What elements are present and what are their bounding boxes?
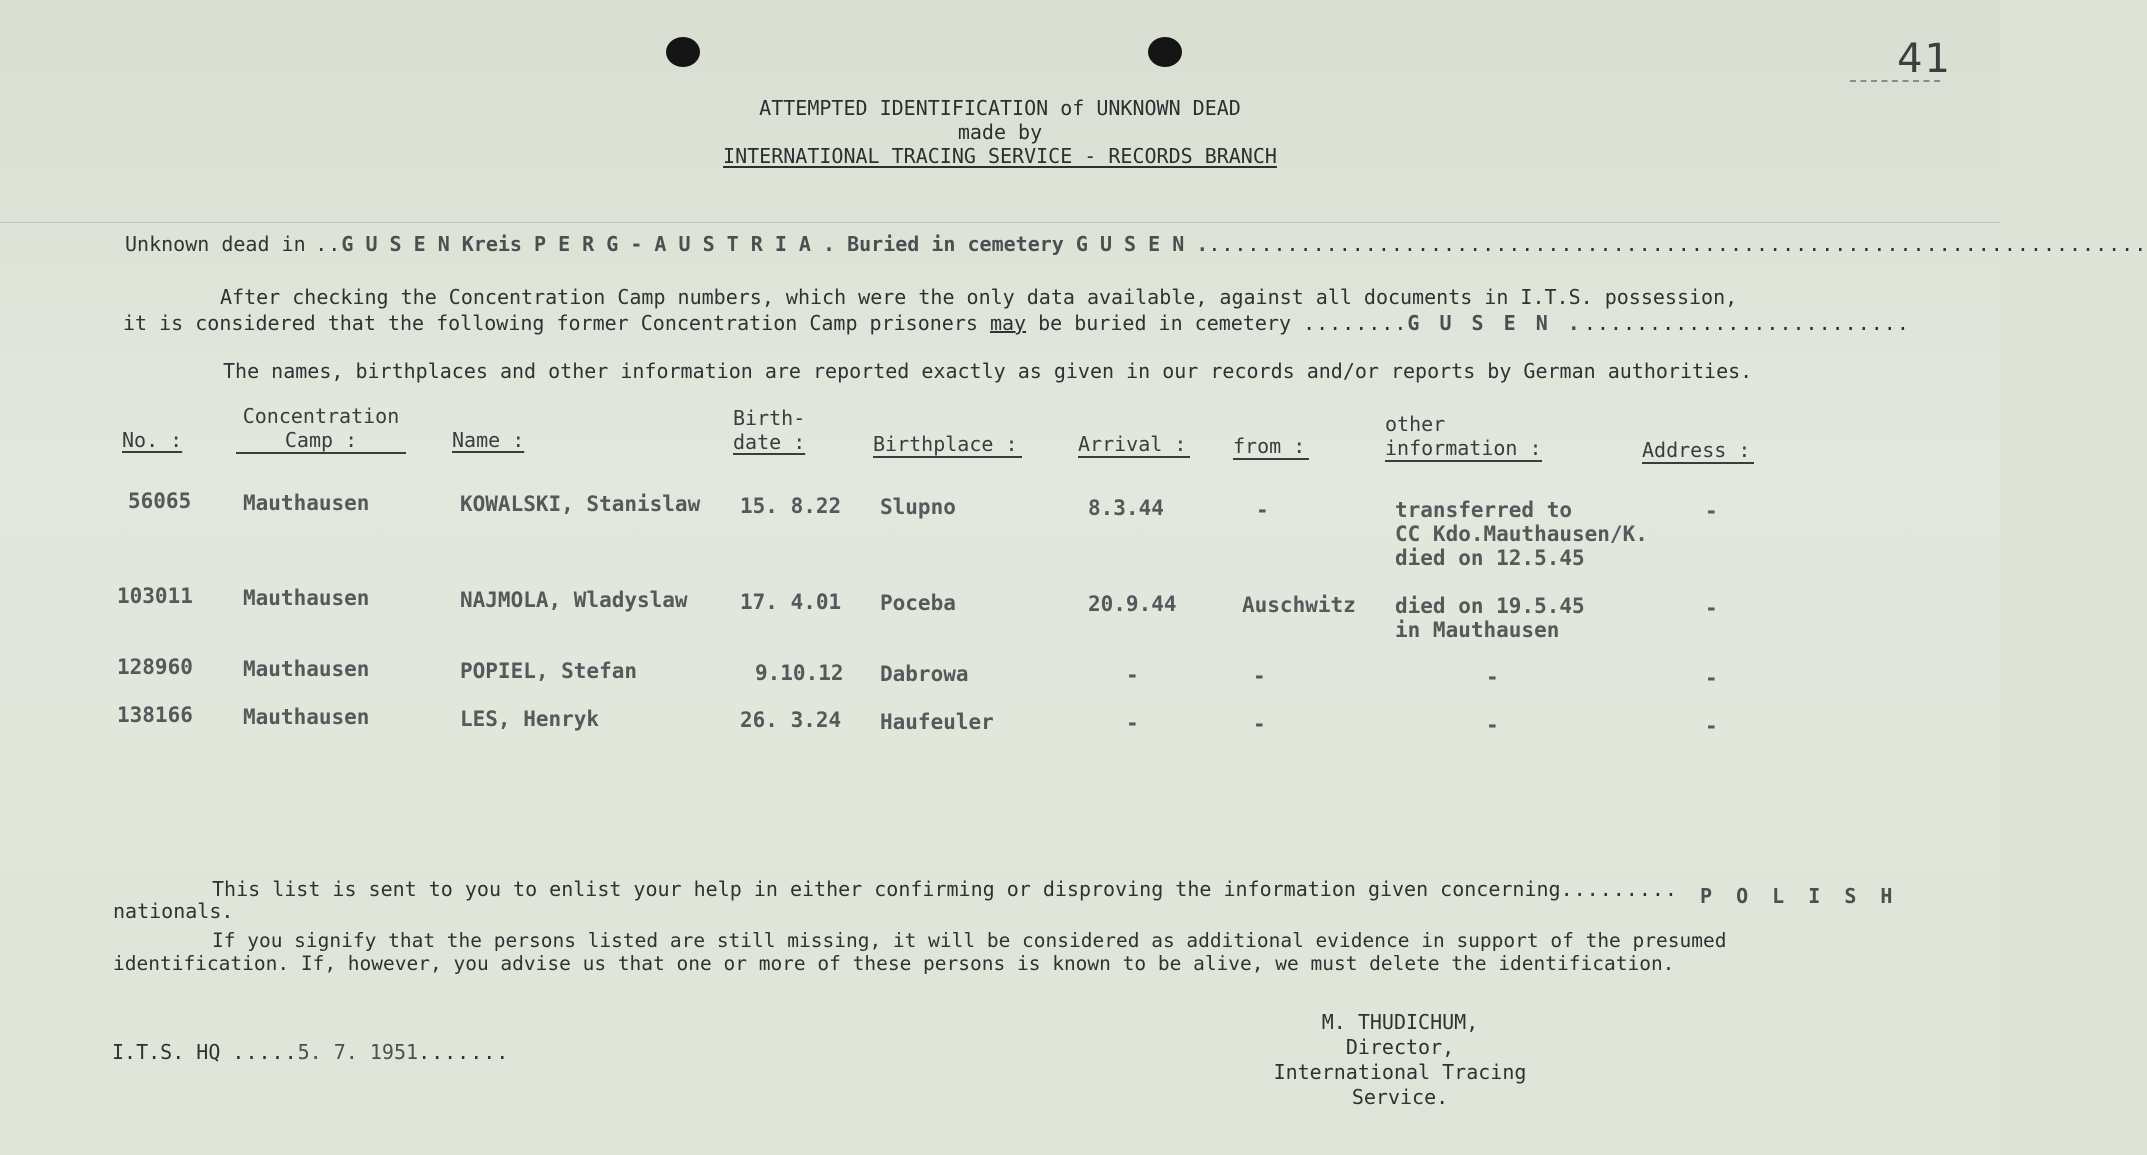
row-3-birthdate: 9.10.12 [755, 661, 844, 685]
punch-hole-left [666, 37, 700, 67]
header-address: Address : [1642, 438, 1754, 464]
row-1-arrival: 8.3.44 [1088, 496, 1164, 520]
row-1-info-1: transferred to [1395, 498, 1573, 522]
nationality-value: P O L I S H [1700, 884, 1899, 908]
page-number: 41 [1897, 36, 1952, 82]
margin-mark [1850, 80, 1940, 82]
row-1-camp: Mauthausen [243, 491, 370, 515]
checking-line-1: After checking the Concentration Camp numbers, which were the only data available, against all documents in I.T.S. possession, [220, 285, 1738, 309]
row-2-birthdate: 17. 4.01 [740, 590, 842, 614]
signatory-name: M. THUDICHUM, [1321, 1010, 1479, 1034]
row-1-name: KOWALSKI, Stanislaw [460, 492, 701, 516]
row-4-name: LES, Henryk [460, 707, 600, 731]
header-name: Name : [452, 428, 525, 452]
row-4-from: - [1253, 712, 1266, 736]
header-subtitle: made by [957, 120, 1043, 144]
row-3-address: - [1705, 666, 1718, 690]
row-4-arrival: - [1126, 711, 1139, 735]
form-rule [0, 222, 2000, 223]
header-title: ATTEMPTED IDENTIFICATION of UNKNOWN DEAD [759, 96, 1241, 120]
row-3-camp: Mauthausen [243, 657, 370, 681]
signature-block [1270, 1010, 1530, 1110]
row-3-name: POPIEL, Stefan [460, 659, 638, 683]
row-1-birthdate: 15. 8.22 [740, 494, 842, 518]
row-3-arrival: - [1126, 663, 1139, 687]
punch-hole-right [1148, 37, 1182, 67]
unknown-dead-line: Unknown dead in ..G U S E N Kreis P E R G - A U S T R I A . Buried in cemetery G U S E N ......................................................................... [125, 232, 2147, 256]
header-other-info: other information : [1385, 412, 1542, 460]
row-2-info-1: died on 19.5.45 [1395, 594, 1585, 618]
header-birthplace: Birthplace : [873, 432, 1022, 458]
header-organization: INTERNATIONAL TRACING SERVICE - RECORDS BRANCH [723, 144, 1277, 168]
row-3-birthplace: Dabrowa [880, 662, 969, 686]
row-1-address: - [1705, 499, 1718, 523]
row-3-info: - [1486, 665, 1499, 689]
row-2-from: Auschwitz [1242, 593, 1356, 617]
header-no: No. : [122, 428, 183, 452]
cemetery-value: G U S E N . [1407, 311, 1584, 335]
signify-line-1: If you signify that the persons listed are still missing, it will be considered as additional evidence in support of the presumed [212, 929, 1727, 952]
row-1-from: - [1256, 498, 1269, 522]
hq-label: I.T.S. HQ [112, 1040, 221, 1064]
hq-date: 5. 7. 1951 [297, 1040, 419, 1064]
signatory-title: Director, [1345, 1035, 1455, 1059]
row-2-arrival: 20.9.44 [1088, 592, 1177, 616]
checking-line-2: it is considered that the following former Concentration Camp prisoners may be buried in cemetery ........G U S E N .......................... [123, 311, 1910, 335]
row-2-name: NAJMOLA, Wladyslaw [460, 588, 688, 612]
row-4-no: 138166 [117, 703, 193, 727]
row-4-camp: Mauthausen [243, 705, 370, 729]
row-1-no: 56065 [128, 489, 192, 513]
checking-may: may [989, 311, 1027, 335]
unknown-dead-label: Unknown dead in [125, 232, 306, 256]
signatory-organization: International Tracing Service. [1273, 1060, 1527, 1109]
document-header [0, 96, 2000, 168]
enlist-text: This list is sent to you to enlist your help in either confirming or disproving the information given concerning [212, 877, 1561, 901]
signify-line-2: identification. If, however, you advise us that one or more of these persons is known to be alive, we must delete the identification. [113, 952, 1675, 975]
row-3-no: 128960 [117, 655, 193, 679]
row-1-birthplace: Slupno [880, 495, 956, 519]
row-4-info: - [1486, 713, 1499, 737]
header-birthdate: Birth- date : [733, 406, 806, 454]
row-4-birthdate: 26. 3.24 [740, 708, 842, 732]
row-3-from: - [1253, 664, 1266, 688]
checking-text: it is considered that the following former Concentration Camp prisoners [123, 311, 978, 335]
row-4-birthplace: Haufeuler [880, 710, 994, 734]
row-4-address: - [1705, 714, 1718, 738]
row-2-info-2: in Mauthausen [1395, 618, 1560, 642]
header-from: from : [1233, 434, 1309, 460]
records-note: The names, birthplaces and other information are reported exactly as given in our records and/or reports by German authorities. [223, 359, 1753, 383]
unknown-dead-value: G U S E N Kreis P E R G - A U S T R I A . Buried in cemetery G U S E N . [341, 232, 1209, 256]
hq-line: I.T.S. HQ .....5. 7. 1951....... [112, 1040, 510, 1064]
row-2-camp: Mauthausen [243, 586, 370, 610]
header-arrival: Arrival : [1078, 432, 1190, 458]
checking-text-post: be buried in cemetery [1038, 311, 1292, 335]
row-2-address: - [1705, 596, 1718, 620]
row-1-info-2: CC Kdo.Mauthausen/K. [1395, 522, 1648, 546]
enlist-line-2: nationals. [113, 899, 234, 923]
row-2-birthplace: Poceba [880, 591, 956, 615]
row-1-info-3: died on 12.5.45 [1395, 546, 1585, 570]
row-2-no: 103011 [117, 584, 193, 608]
header-camp: Concentration Camp : [236, 404, 406, 454]
enlist-line-1: This list is sent to you to enlist your help in either confirming or disproving the information given concerning......... [212, 877, 1678, 901]
